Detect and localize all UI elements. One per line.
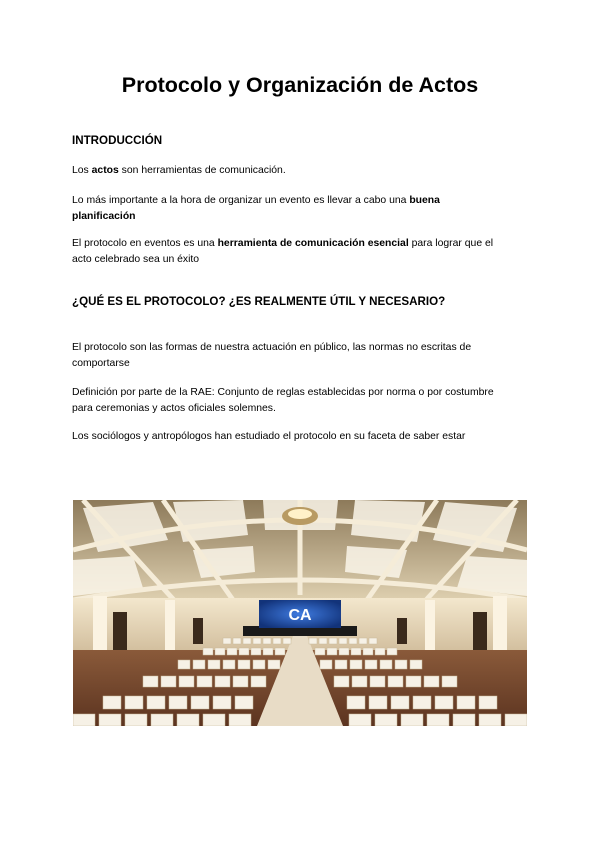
bold-text: herramienta de comunicación esencial [217,238,409,249]
paragraph-text: para lograr que el [408,238,494,249]
page-title: Protocolo y Organización de Actos [121,73,479,97]
paragraph-text: comportarse [72,357,130,369]
paragraph-definicion-protocolo [72,340,532,371]
event-hall-photo [73,500,527,726]
bold-text: planificación [72,210,136,222]
paragraph-text: Definición por parte de la RAE: Conjunto de reglas establecidas por norma o por costumbre [72,387,494,398]
paragraph-text: para ceremonias y actos oficiales solemnes. [72,402,276,414]
paragraph-text: El protocolo en eventos es una [72,238,218,249]
section-heading-introduccion: INTRODUCCIÓN [72,134,163,147]
paragraph-planificacion [72,193,532,224]
paragraph-text: acto celebrado sea un éxito [72,253,200,265]
bold-text: actos [91,165,119,176]
paragraph-text: Lo más importante a la hora de organizar un evento es llevar a cabo una [72,195,410,206]
paragraph-sociologos: Los sociólogos y antropólogos han estudiado el protocolo en su faceta de saber estar [72,431,466,442]
paragraph-text: Los [72,165,92,176]
event-hall-illustration [73,500,527,726]
section-heading-que-es: ¿QUÉ ES EL PROTOCOLO? ¿ES REALMENTE ÚTIL Y NECESARIO? [72,295,446,308]
paragraph-actos [72,163,532,179]
screen-logo: CA [288,607,312,624]
paragraph-text: El protocolo son las formas de nuestra actuación en público, las normas no escritas de [72,342,472,353]
paragraph-rae [72,385,532,416]
paragraph-text: son herramientas de comunicación. [118,165,286,176]
paragraph-protocolo-eventos [72,236,532,267]
bold-text: buena [409,195,440,206]
